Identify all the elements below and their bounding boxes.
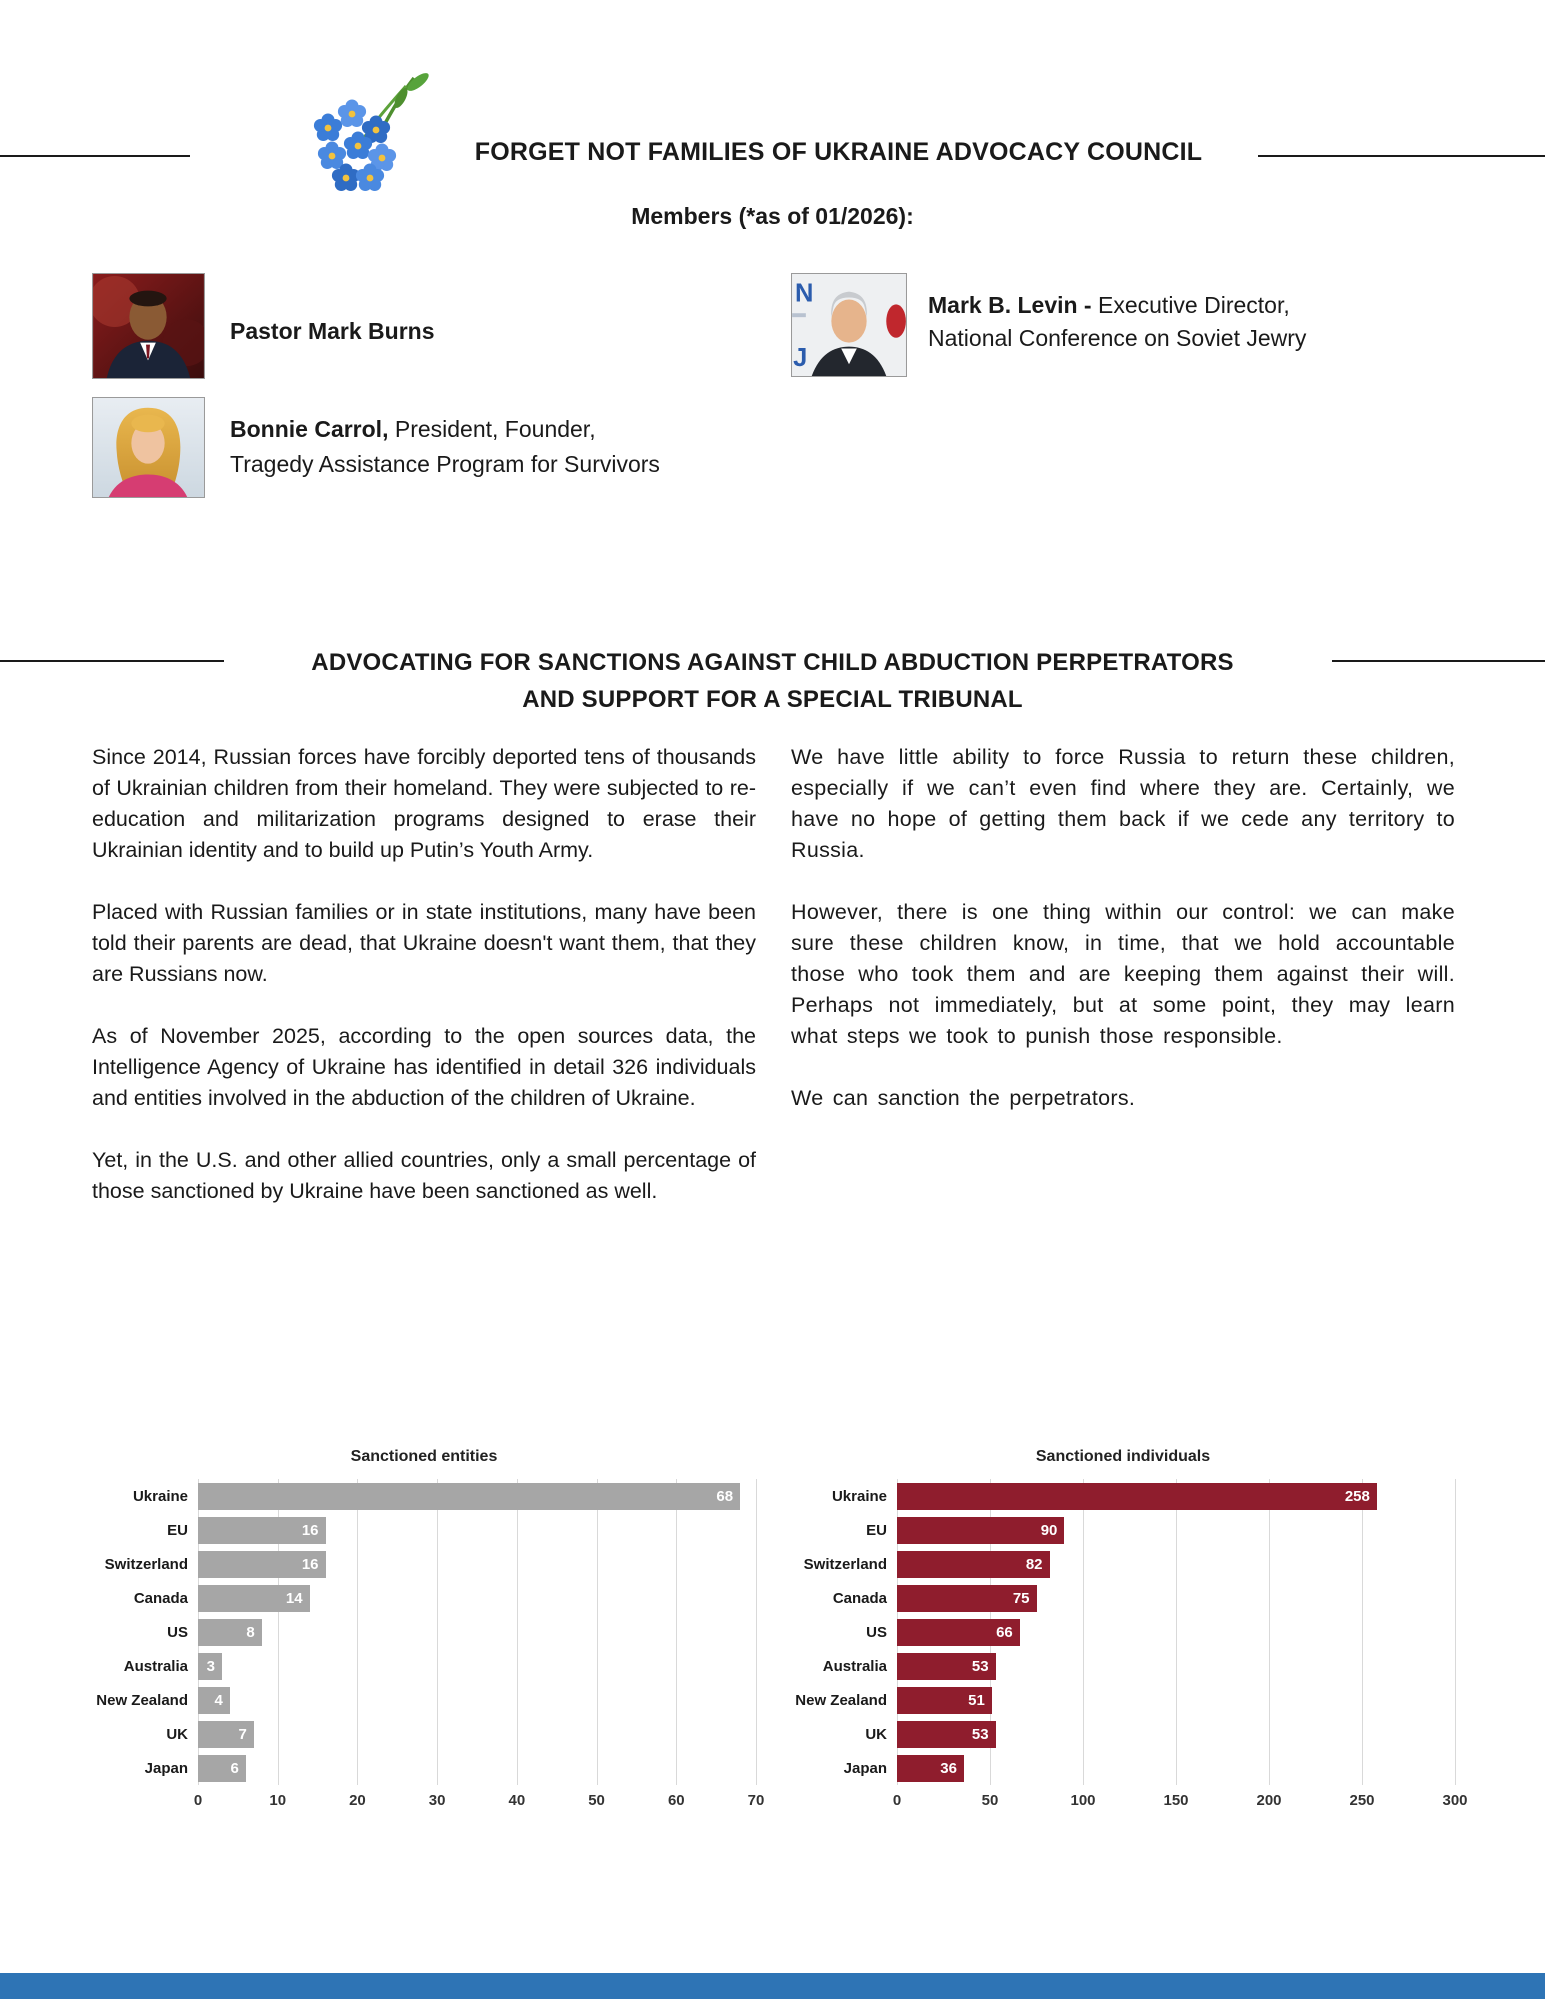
bar-value-label: 16 (301, 1555, 319, 1573)
svg-text:J: J (793, 344, 808, 373)
category-label: UK (865, 1725, 887, 1743)
bar (897, 1585, 1037, 1612)
category-label: Australia (822, 1657, 887, 1675)
footer-accent-bar (0, 1973, 1545, 1999)
bar (897, 1755, 964, 1782)
category-label: Ukraine (132, 1487, 188, 1505)
chart-row (791, 1615, 1455, 1649)
x-tick-label: 70 (747, 1792, 765, 1809)
chart-x-axis (193, 1790, 765, 1816)
category-label: New Zealand (795, 1691, 887, 1709)
x-tick-label: 30 (428, 1792, 446, 1809)
chart-row (791, 1513, 1455, 1547)
chart-row (92, 1547, 756, 1581)
bar-value-label: 66 (996, 1623, 1013, 1641)
svg-text:N: N (795, 279, 814, 308)
member-levin (928, 289, 1306, 355)
bar (198, 1483, 740, 1510)
member-carrol-org: Tragedy Assistance Program for Survivors (230, 451, 660, 477)
bar (198, 1755, 246, 1782)
bar (198, 1653, 222, 1680)
chart-row (791, 1649, 1455, 1683)
x-tick-label: 300 (1442, 1792, 1468, 1809)
x-tick-label: 0 (193, 1792, 203, 1809)
category-label: US (167, 1623, 188, 1641)
x-tick-label: 200 (1256, 1792, 1282, 1809)
chart-rows (791, 1479, 1455, 1785)
paragraph: We have little ability to force Russia to return these children, especially if we can’t even find where they are. Certainly, we have no hope of getting them back if we cede any territory to Russia. (791, 745, 1455, 862)
category-label: Japan (843, 1759, 887, 1777)
bar-value-label: 6 (230, 1759, 239, 1777)
bar (198, 1721, 254, 1748)
bar-value-label: 4 (214, 1691, 223, 1709)
chart-row (92, 1581, 756, 1615)
body-column-left (92, 742, 756, 1238)
bar (198, 1687, 230, 1714)
bar-value-label: 14 (285, 1589, 303, 1607)
x-tick-label: 20 (349, 1792, 366, 1809)
chart-row (791, 1751, 1455, 1785)
category-label: Switzerland (803, 1555, 887, 1573)
x-tick-label: 100 (1070, 1792, 1096, 1809)
x-tick-label: 250 (1349, 1792, 1375, 1809)
bar-value-label: 7 (238, 1725, 247, 1743)
member-levin-line1 (928, 289, 1306, 322)
x-tick-label: 0 (892, 1792, 902, 1809)
member-levin-name: Mark B. Levin - (928, 292, 1092, 318)
sanctioned-individuals-chart (791, 1448, 1468, 1816)
bar-value-label: 258 (1344, 1487, 1370, 1505)
chart-row (92, 1683, 756, 1717)
chart-plot (92, 1479, 765, 1816)
bar (897, 1517, 1064, 1544)
category-label: Switzerland (104, 1555, 188, 1573)
photo-mark-b-levin (791, 273, 907, 377)
x-tick-label: 50 (588, 1792, 605, 1809)
category-label: EU (167, 1521, 188, 1539)
member-burns (230, 318, 435, 345)
category-label: Japan (144, 1759, 188, 1777)
photo-bonnie-carrol (92, 397, 205, 498)
chart-row (791, 1547, 1455, 1581)
bar-value-label: 75 (1012, 1589, 1030, 1607)
bar-value-label: 82 (1025, 1555, 1043, 1573)
category-label: UK (166, 1725, 188, 1743)
chart-title: Sanctioned individuals (1035, 1448, 1211, 1465)
bar (198, 1517, 326, 1544)
member-burns-name: Pastor Mark Burns (230, 318, 435, 344)
category-label: Ukraine (831, 1487, 887, 1505)
x-tick-label: 150 (1163, 1792, 1189, 1809)
bar-value-label: 68 (716, 1487, 734, 1505)
chart-row (92, 1717, 756, 1751)
bar-value-label: 36 (940, 1759, 957, 1777)
bar (897, 1619, 1020, 1646)
chart-row (92, 1479, 756, 1513)
chart-row (791, 1717, 1455, 1751)
bar-value-label: 16 (301, 1521, 319, 1539)
bar (897, 1721, 996, 1748)
category-label: Canada (832, 1589, 887, 1607)
bar-value-label: 53 (971, 1725, 989, 1743)
chart-row (791, 1581, 1455, 1615)
chart-row (791, 1479, 1455, 1513)
bar (198, 1551, 326, 1578)
bar-value-label: 51 (968, 1691, 985, 1709)
member-levin-org: National Conference on Soviet Jewry (928, 325, 1307, 351)
paragraph: Since 2014, Russian forces have forcibly deported tens of thousands of Ukrainian children from their homeland. They were subjected to re-education and militarization programs designed to erase their Ukrainian identity and to build up Putin’s Youth Army. (92, 745, 756, 862)
chart-row (92, 1649, 756, 1683)
x-tick-label: 40 (508, 1792, 526, 1809)
member-carrol-line1 (230, 412, 660, 447)
bar-value-label: 90 (1040, 1521, 1058, 1539)
chart-rows (92, 1479, 756, 1785)
x-tick-label: 60 (667, 1792, 685, 1809)
bar (897, 1653, 996, 1680)
member-levin-role: Executive Director, (1091, 292, 1290, 318)
paragraph: Placed with Russian families or in state institutions, many have been told their parents are dead, that Ukraine doesn't want them, that they are Russians now. (92, 900, 756, 986)
section-heading-line2: AND SUPPORT FOR A SPECIAL TRIBUNAL (522, 686, 1023, 713)
member-carrol (230, 412, 660, 482)
page-title: FORGET NOT FAMILIES OF UKRAINE ADVOCACY COUNCIL (474, 138, 1203, 166)
chart-row (791, 1683, 1455, 1717)
bar (897, 1687, 992, 1714)
member-carrol-role: President, Founder, (388, 416, 596, 442)
chart-row (92, 1513, 756, 1547)
chart-row (92, 1615, 756, 1649)
category-label: EU (866, 1521, 887, 1539)
paragraph: However, there is one thing within our control: we can make sure these children know, in time, that we hold accountable those who took them and are keeping them against their will. Perhaps not immediately, but at some point, they may learn what steps we took to punish those responsible. (791, 900, 1455, 1048)
body-column-right (791, 742, 1455, 1145)
bar-value-label: 53 (971, 1657, 989, 1675)
bar (198, 1619, 262, 1646)
section-heading (0, 644, 1545, 718)
chart-plot (791, 1479, 1468, 1816)
bar (897, 1483, 1377, 1510)
bar (897, 1551, 1050, 1578)
chart-x-axis (892, 1790, 1468, 1816)
bar (198, 1585, 310, 1612)
chart-row (92, 1751, 756, 1785)
category-label: US (866, 1623, 887, 1641)
bar-value-label: 8 (246, 1623, 255, 1641)
paragraph: As of November 2025, according to the open sources data, the Intelligence Agency of Ukraine has identified in detail 326 individuals and entities involved in the abduction of the children of Ukraine. (92, 1024, 756, 1110)
category-label: Australia (123, 1657, 188, 1675)
x-tick-label: 10 (269, 1792, 287, 1809)
paragraph: Yet, in the U.S. and other allied countries, only a small percentage of those sanctioned by Ukraine have been sanctioned as well. (92, 1148, 756, 1203)
forget-me-not-flowers-logo (298, 66, 438, 198)
member-carrol-name: Bonnie Carrol, (230, 416, 389, 442)
chart-title: Sanctioned entities (350, 1448, 498, 1465)
members-label: Members (*as of 01/2026): (631, 203, 914, 229)
bar-value-label: 3 (206, 1657, 215, 1675)
category-label: Canada (133, 1589, 188, 1607)
x-tick-label: 50 (981, 1792, 999, 1809)
section-heading-line1: ADVOCATING FOR SANCTIONS AGAINST CHILD ABDUCTION PERPETRATORS (311, 649, 1234, 676)
photo-pastor-mark-burns (92, 273, 205, 379)
paragraph: We can sanction the perpetrators. (791, 1086, 1136, 1110)
sanctioned-entities-chart (92, 1448, 765, 1816)
category-label: New Zealand (96, 1691, 188, 1709)
